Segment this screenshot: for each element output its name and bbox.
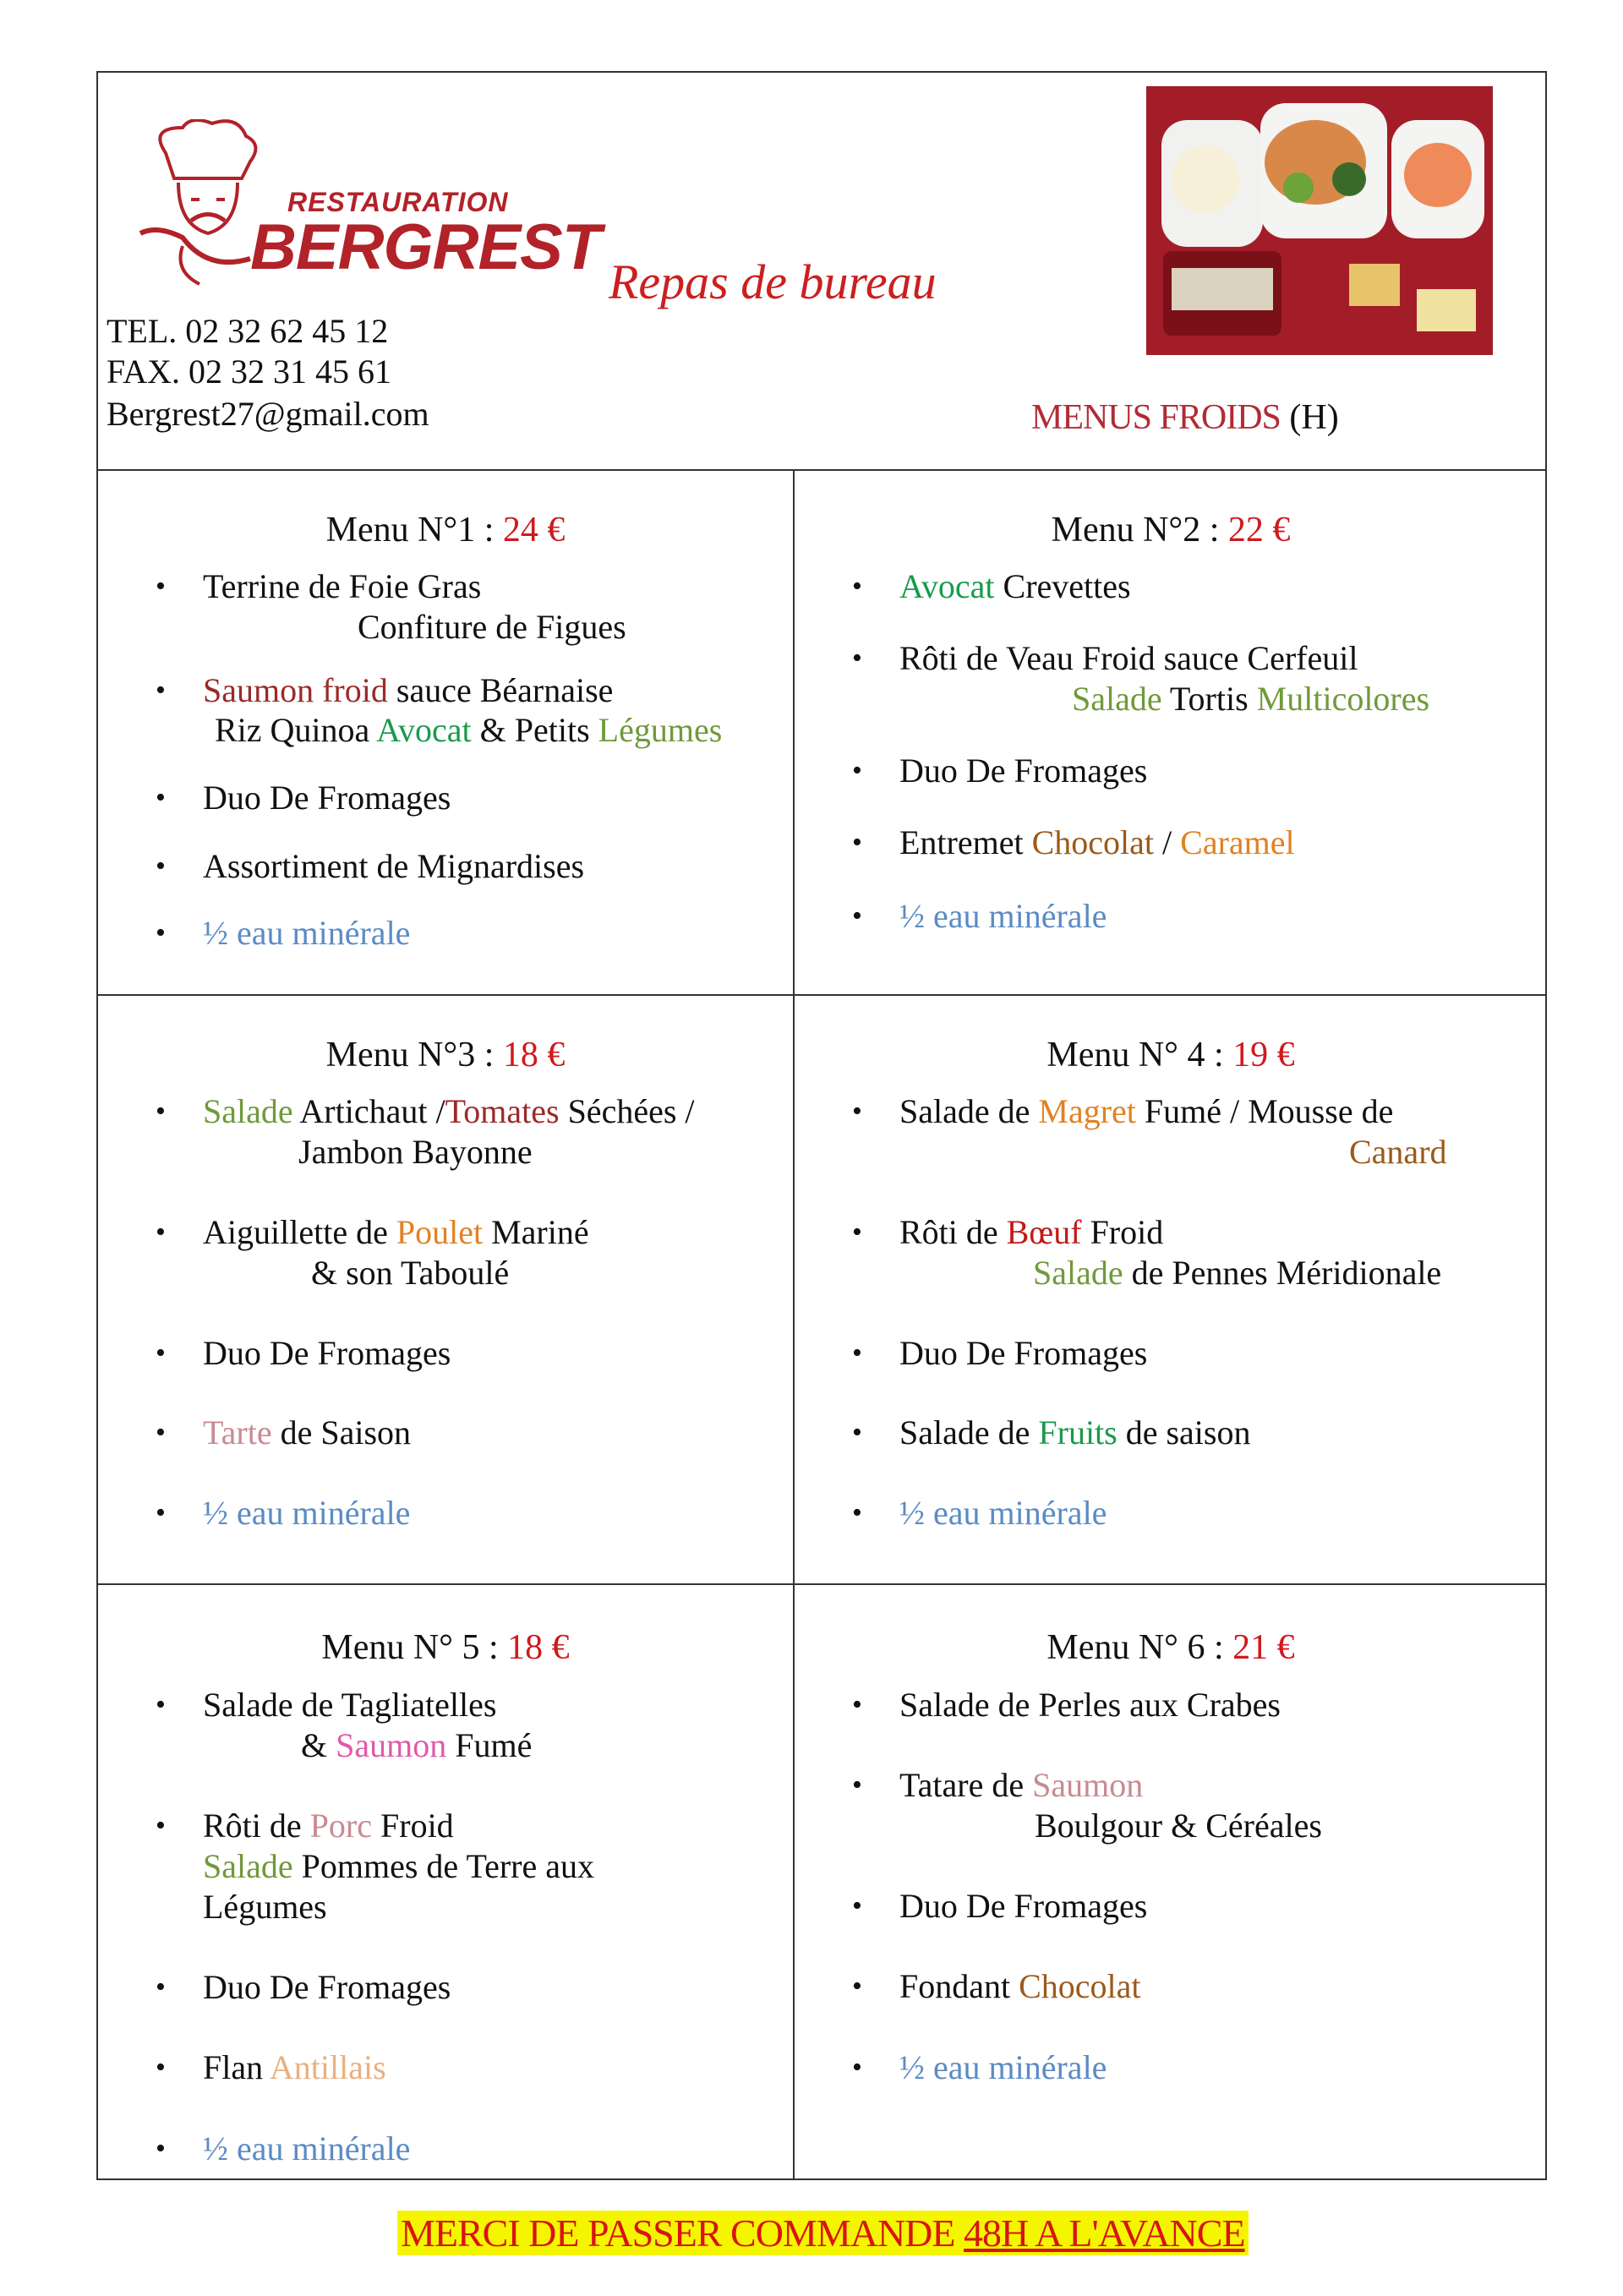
menu-item-text: Avocat	[899, 567, 995, 605]
bullet-icon: •	[156, 917, 166, 948]
bullet-icon: •	[156, 1417, 166, 1448]
menu-item-text: Légumes	[598, 711, 723, 749]
menu-item	[852, 896, 1107, 937]
menu-price: 18 €	[502, 1036, 566, 1074]
bullet-icon: •	[852, 1971, 862, 2002]
menu-item-text: Fondant	[899, 1967, 1019, 2005]
menu-item-text: /	[1154, 823, 1181, 861]
bullet-icon: •	[852, 1096, 862, 1127]
menu-item-continuation	[311, 1253, 509, 1293]
menu-item-text: de Pennes Méridionale	[1123, 1254, 1442, 1292]
order-notice-deadline: 48H A L'AVANCE	[964, 2211, 1245, 2255]
menu-item	[852, 1413, 1251, 1453]
menu-item-text: Poulet	[396, 1213, 484, 1251]
menu-price: 19 €	[1232, 1036, 1295, 1074]
phone-number: TEL. 02 32 62 45 12	[107, 312, 389, 350]
menu-title	[793, 1035, 1549, 1075]
menu-item-text: Tomates	[445, 1092, 560, 1130]
menu-item-text: Artichaut	[292, 1092, 436, 1130]
menu-item-text: ½ eau minérale	[203, 914, 411, 952]
bullet-icon: •	[156, 675, 166, 706]
menu-item-continuation	[358, 607, 626, 648]
menu-item-text: de saison	[1117, 1413, 1251, 1451]
menu-item-text: Saumon	[1032, 1766, 1144, 1804]
menu-title	[98, 510, 793, 550]
menu-title	[793, 1627, 1549, 1668]
menu-item-text: Assortiment de Mignardises	[203, 847, 585, 885]
menu-item-text: Légumes	[203, 1888, 327, 1926]
menu-item-text: Duo De Fromages	[203, 779, 451, 817]
menu-item-text: Aiguillette de	[203, 1213, 396, 1251]
menu-price: 22 €	[1227, 511, 1291, 549]
menu-item-text: Terrine de Foie Gras	[203, 567, 482, 605]
menu-item	[156, 1493, 411, 1533]
menu-item	[156, 1212, 589, 1253]
menu-item	[156, 913, 411, 954]
menu-item	[852, 1493, 1107, 1533]
menu-item-text: Duo De Fromages	[203, 1334, 451, 1372]
menu-item-text: Salade	[1072, 680, 1162, 718]
menu-item-text: Tarte	[203, 1413, 272, 1451]
menu-item	[852, 1886, 1148, 1927]
page-title: Repas de bureau	[609, 254, 937, 309]
bullet-icon: •	[156, 1096, 166, 1127]
menu-item	[852, 823, 1295, 863]
menu-number: Menu N° 5 :	[321, 1628, 508, 1667]
menu-item	[852, 1685, 1281, 1725]
menu-item	[156, 670, 614, 711]
menu-item-continuation	[1035, 1806, 1322, 1846]
menu-item-text: Salade de Tagliatelles	[203, 1686, 497, 1724]
bullet-icon: •	[852, 1769, 862, 1801]
menu-item	[852, 2047, 1107, 2088]
bullet-icon: •	[156, 1971, 166, 2003]
menu-item	[156, 2047, 386, 2088]
bullet-icon: •	[852, 900, 862, 932]
menu-number: Menu N°2 :	[1051, 511, 1228, 549]
menu-item-text: ½ eau minérale	[203, 2129, 411, 2168]
bullet-icon: •	[852, 2052, 862, 2083]
menu-title	[98, 1627, 793, 1668]
fax-number: FAX. 02 32 31 45 61	[107, 353, 392, 391]
menu-item-text: Riz Quinoa	[215, 711, 377, 749]
bullet-icon: •	[852, 1890, 862, 1922]
bullet-icon: •	[156, 2052, 166, 2083]
category-label: MENUS FROIDS	[1031, 398, 1281, 437]
menu-item-continuation	[1033, 1253, 1441, 1293]
meal-tray-photo	[1146, 86, 1493, 355]
menu-item-text: Salade de	[899, 1092, 1039, 1130]
menu-item-text: /	[435, 1092, 445, 1130]
menu-category	[1031, 397, 1339, 438]
menu-item-text: Duo De Fromages	[899, 1334, 1148, 1372]
menu-item-text: Rôti de Veau Froid sauce Cerfeuil	[899, 639, 1358, 677]
menu-price: 21 €	[1232, 1628, 1295, 1667]
menu-price: 24 €	[502, 511, 566, 549]
menu-item-text: Antillais	[269, 2048, 386, 2086]
bullet-icon: •	[852, 642, 862, 674]
menu-item-text: Rôti de	[899, 1213, 1007, 1251]
menu-item-text: Multicolores	[1256, 680, 1430, 718]
menu-item-text: Séchées /	[559, 1092, 695, 1130]
menu-item-text: Pommes de Terre aux	[292, 1847, 594, 1885]
menu-card-2	[793, 469, 1549, 976]
order-notice-text: MERCI DE PASSER COMMANDE	[401, 2211, 964, 2255]
menu-card-5	[98, 1583, 793, 2168]
bullet-icon: •	[156, 2133, 166, 2164]
bullet-icon: •	[852, 1216, 862, 1248]
menu-item-continuation	[203, 1887, 327, 1927]
menu-item	[852, 1333, 1148, 1374]
menu-item-text: Bœuf	[1006, 1213, 1082, 1251]
menu-item-text: ½ eau minérale	[203, 1494, 411, 1532]
bullet-icon: •	[156, 1216, 166, 1248]
menu-item-text: & son Taboulé	[311, 1254, 510, 1292]
bullet-icon: •	[852, 827, 862, 858]
menu-item-text: Froid	[372, 1807, 454, 1845]
menu-item-text: Duo De Fromages	[899, 1887, 1148, 1925]
menu-number: Menu N° 6 :	[1046, 1628, 1233, 1667]
menu-item-text: & Petits	[471, 711, 598, 749]
menu-item-text: Avocat	[376, 711, 472, 749]
menu-item	[852, 1091, 1394, 1132]
menu-item-text: Caramel	[1180, 823, 1295, 861]
menu-title	[98, 1035, 793, 1075]
menu-item-text: Salade	[1033, 1254, 1123, 1292]
menu-item-continuation	[215, 710, 722, 751]
menu-item	[852, 638, 1358, 679]
bullet-icon: •	[852, 1497, 862, 1528]
menu-item-text: Rôti de	[203, 1807, 310, 1845]
menu-item-text: Fumé / Mousse de	[1135, 1092, 1394, 1130]
menu-item-text: Jambon Bayonne	[298, 1133, 533, 1171]
menu-item	[852, 566, 1131, 607]
bullet-icon: •	[156, 850, 166, 882]
menu-item	[852, 1212, 1164, 1253]
bullet-icon: •	[852, 1337, 862, 1369]
menu-card-6	[793, 1583, 1549, 2091]
bullet-icon: •	[156, 1337, 166, 1369]
bullet-icon: •	[156, 571, 166, 602]
menu-item-text: Duo De Fromages	[899, 752, 1148, 790]
menu-item-text: Flan	[203, 2048, 270, 2086]
menu-item-text: de Saison	[271, 1413, 412, 1451]
menu-item	[156, 566, 482, 607]
email-address: Bergrest27@gmail.com	[107, 395, 429, 433]
menu-item-text: ½ eau minérale	[899, 2048, 1107, 2086]
menu-item-text: sauce Béarnaise	[387, 671, 614, 709]
menu-item-text: Porc	[309, 1807, 372, 1845]
menu-item-text: Boulgour & Céréales	[1035, 1807, 1322, 1845]
menu-item-text: Fumé	[446, 1726, 533, 1764]
logo-text-restauration: RESTAURATION	[287, 187, 509, 217]
bullet-icon: •	[156, 1497, 166, 1528]
menu-item	[852, 1966, 1141, 2007]
menu-item-text: Magret	[1038, 1092, 1136, 1130]
menu-item-text: Canard	[1349, 1133, 1447, 1171]
bullet-icon: •	[852, 571, 862, 602]
menu-item-text: Saumon froid	[203, 671, 388, 709]
menu-card-1	[98, 469, 793, 976]
bullet-icon: •	[852, 755, 862, 786]
menu-card-3	[98, 994, 793, 1532]
menu-item-text: Salade de	[899, 1413, 1039, 1451]
logo-text-bergrest: BERGREST	[250, 211, 601, 283]
menu-item-continuation	[203, 1846, 594, 1887]
bullet-icon: •	[156, 1689, 166, 1720]
category-suffix: (H)	[1289, 398, 1339, 437]
menu-item-continuation	[298, 1132, 533, 1173]
menu-item-text: Saumon	[336, 1726, 447, 1764]
restaurant-logo	[107, 119, 601, 297]
menu-item	[156, 1685, 497, 1725]
menu-item-text: Salade de Perles aux Crabes	[899, 1686, 1281, 1724]
menu-item-text: ½ eau minérale	[899, 897, 1107, 935]
menu-item-text: Mariné	[483, 1213, 589, 1251]
bullet-icon: •	[852, 1689, 862, 1720]
menu-item-text: Froid	[1081, 1213, 1164, 1251]
menu-item-continuation	[1349, 1132, 1447, 1173]
menu-item	[852, 751, 1148, 791]
menu-number: Menu N° 4 :	[1046, 1036, 1233, 1074]
menu-item-text: Crevettes	[994, 567, 1131, 605]
menu-item-continuation	[1072, 679, 1429, 719]
menu-item	[156, 1413, 412, 1453]
menu-item	[156, 2129, 411, 2169]
menu-item	[156, 1091, 695, 1132]
menu-item-text: Tortis	[1161, 680, 1257, 718]
menu-item	[156, 778, 451, 818]
menu-item-text: Fruits	[1038, 1413, 1118, 1451]
menu-item-text: Salade	[203, 1847, 293, 1885]
menu-item	[156, 1333, 451, 1374]
menu-item-text: Chocolat	[1019, 1967, 1141, 2005]
menu-number: Menu N°3 :	[325, 1036, 503, 1074]
menu-price: 18 €	[507, 1628, 570, 1667]
bullet-icon: •	[852, 1417, 862, 1448]
menu-item-text: Chocolat	[1031, 823, 1155, 861]
menu-item-continuation	[301, 1725, 532, 1766]
menu-item-text: &	[301, 1726, 336, 1764]
menu-item-text: Tatare de	[899, 1766, 1033, 1804]
order-notice	[397, 2211, 1249, 2255]
bullet-icon: •	[156, 1810, 166, 1841]
menu-item-text: ½ eau minérale	[899, 1494, 1107, 1532]
menu-item-text: Entremet	[899, 823, 1032, 861]
menu-title	[793, 510, 1549, 550]
menu-item-text: Confiture de Figues	[358, 608, 626, 646]
menu-item	[156, 846, 585, 887]
menu-item-text: Salade	[203, 1092, 293, 1130]
menu-number: Menu N°1 :	[325, 511, 503, 549]
menu-sheet	[96, 71, 1547, 2180]
menu-item	[156, 1806, 454, 1846]
bullet-icon: •	[156, 782, 166, 813]
menu-item-text: Duo De Fromages	[203, 1968, 451, 2006]
menu-item	[156, 1967, 451, 2008]
menu-item	[852, 1765, 1144, 1806]
menu-card-4	[793, 994, 1549, 1532]
